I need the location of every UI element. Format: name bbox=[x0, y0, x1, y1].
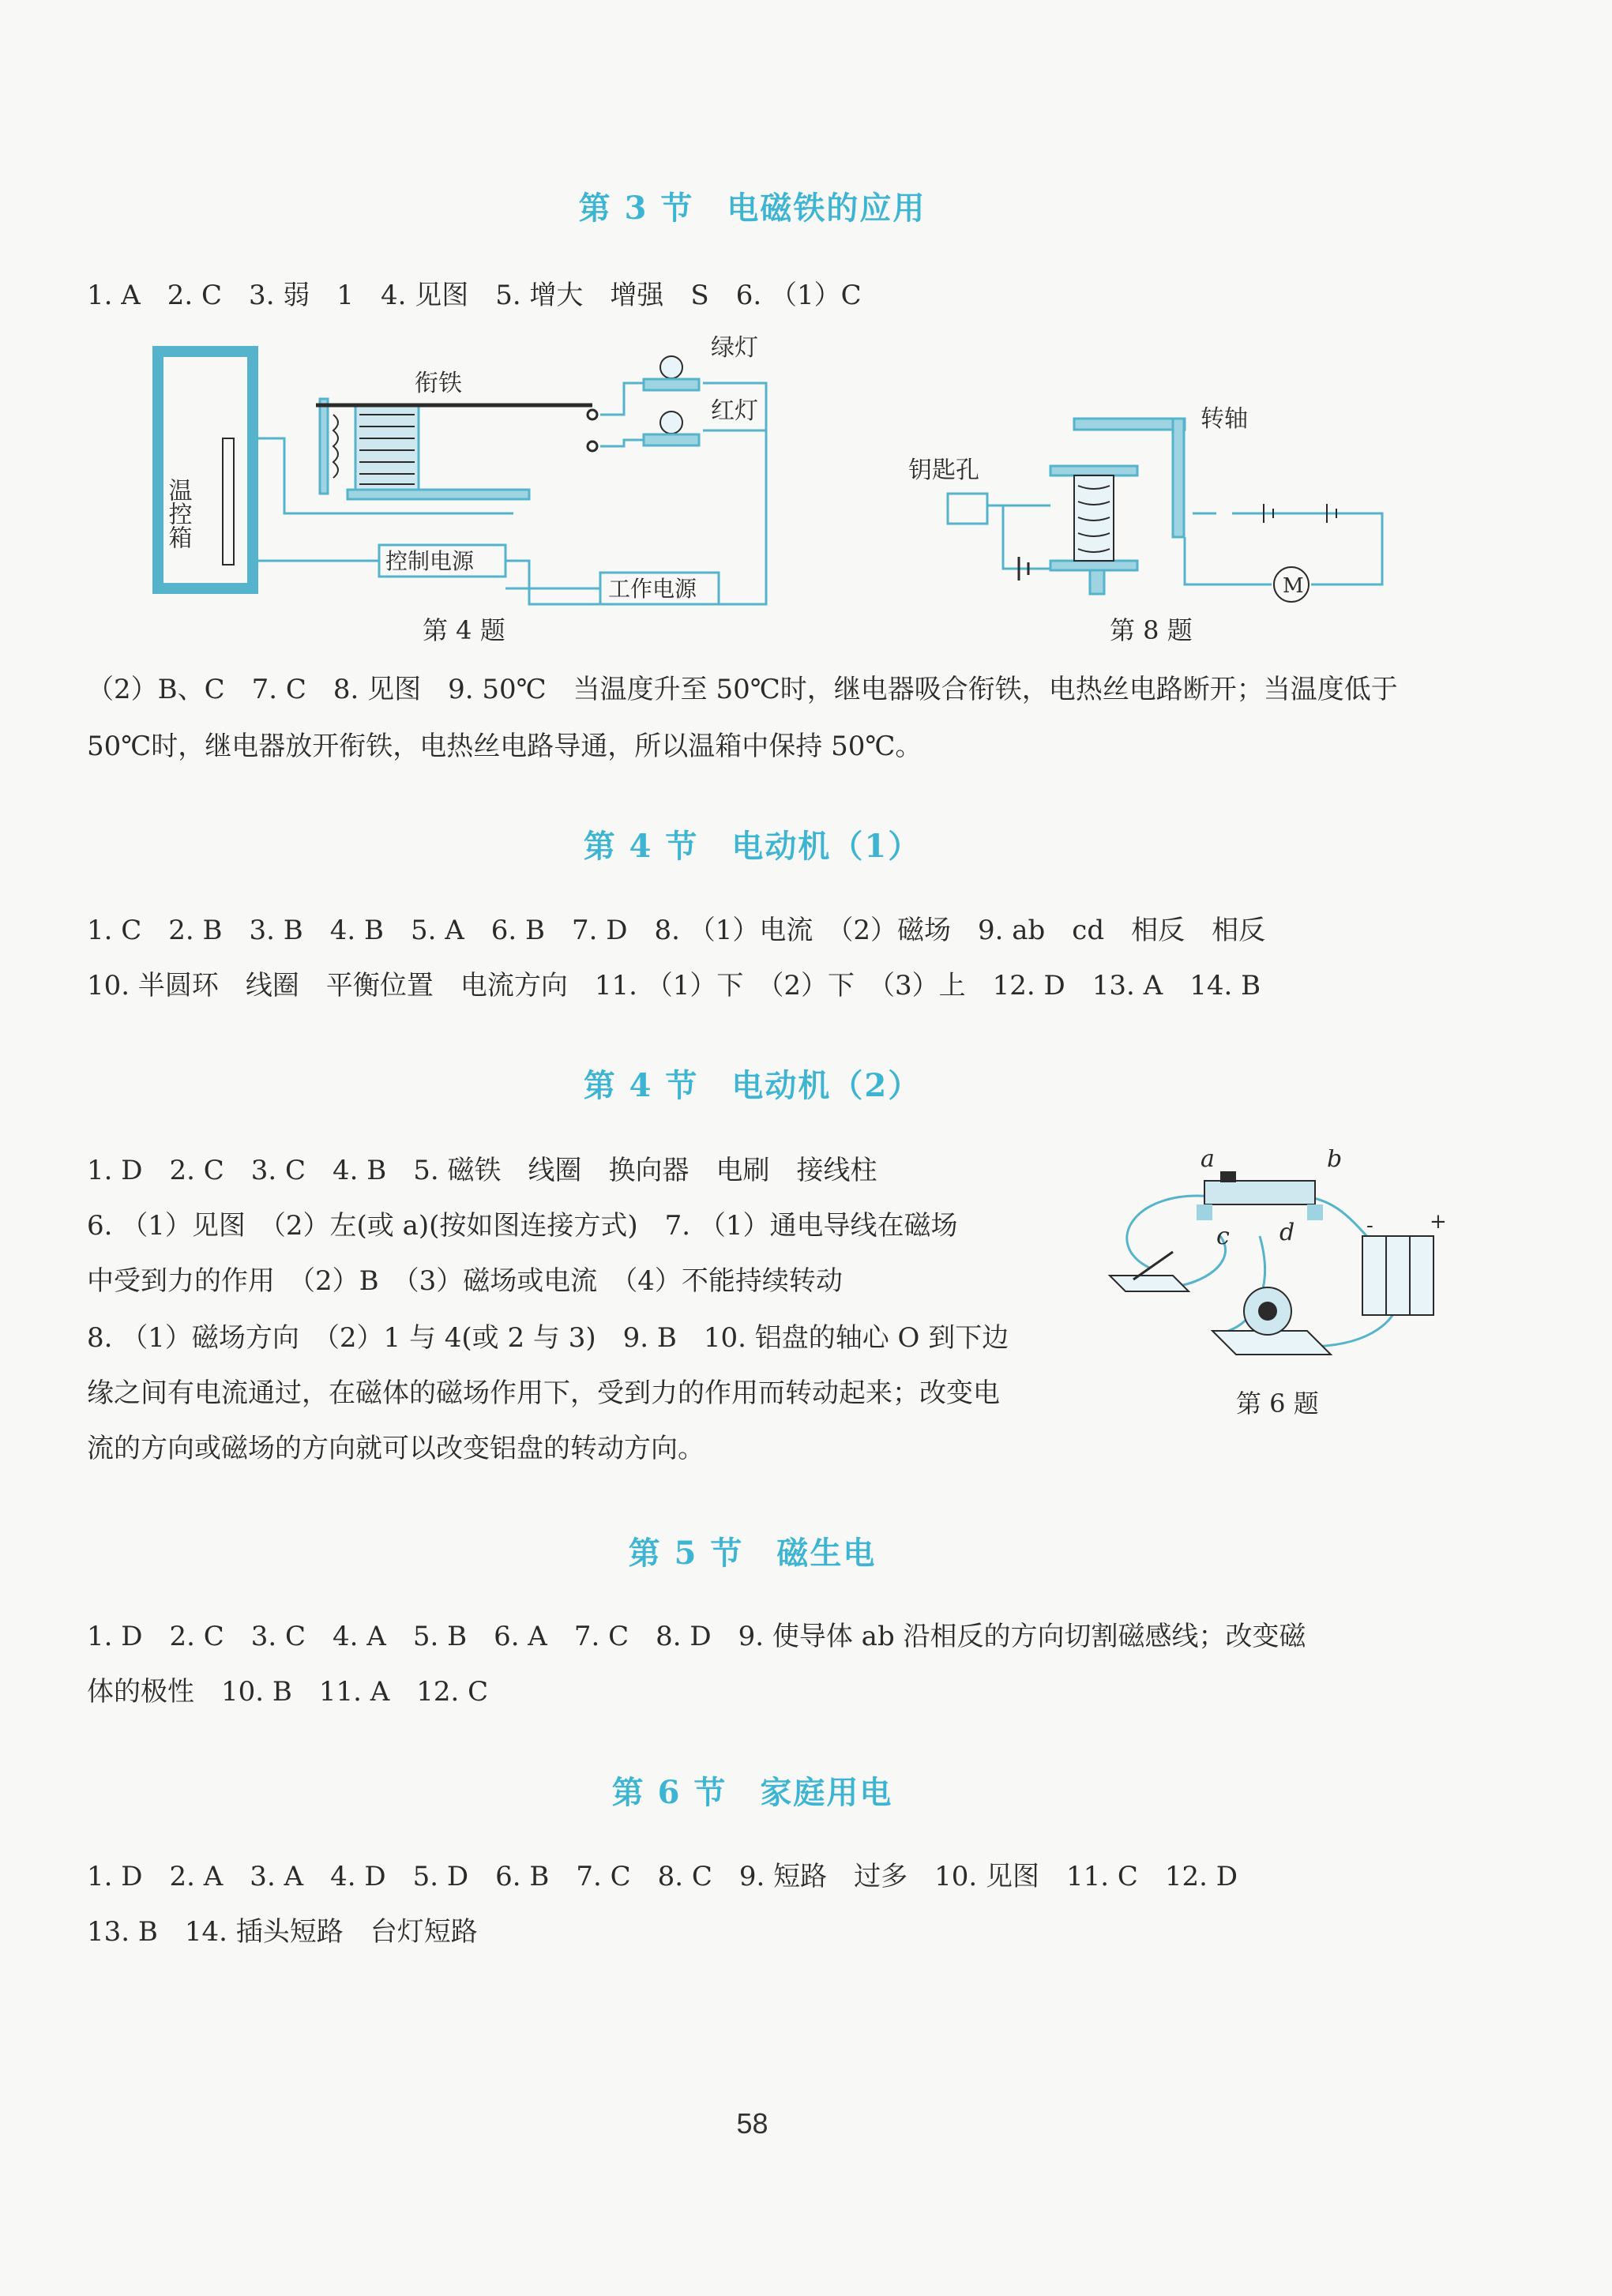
answer-line: 6. （1）见图 （2）左(或 a)(按如图连接方式) 7. （1）通电导线在磁场 bbox=[87, 1210, 958, 1242]
battery-icon bbox=[1362, 1236, 1434, 1315]
red-lamp-label: 红灯 bbox=[711, 397, 758, 425]
figure-6-caption: 第 6 题 bbox=[1236, 1388, 1319, 1419]
answer-line: 1. D 2. C 3. C 4. B 5. 磁铁 线圈 换向器 电刷 接线柱 bbox=[87, 1155, 877, 1186]
keyhole-label: 钥匙孔 bbox=[908, 457, 979, 484]
label-d: d bbox=[1279, 1219, 1295, 1246]
label-a: a bbox=[1201, 1149, 1215, 1173]
answer-line: 13. B 14. 插头短路 台灯短路 bbox=[87, 1916, 478, 1948]
figure-4-relay-circuit bbox=[150, 336, 806, 652]
answer-line: 1. D 2. C 3. C 4. A 5. B 6. A 7. C 8. D 9. 使导体 ab 沿相反的方向切割磁感线；改变磁 bbox=[87, 1621, 1306, 1652]
answer-line: 1. C 2. B 3. B 4. B 5. A 6. B 7. D 8. （1）电流 （2）磁场 9. ab cd 相反 相反 bbox=[87, 915, 1266, 946]
label-b: b bbox=[1327, 1149, 1343, 1173]
switch-icon bbox=[1110, 1252, 1189, 1291]
label-plus: + bbox=[1430, 1210, 1447, 1234]
green-lamp-icon bbox=[644, 356, 699, 390]
figure-6-motor-setup bbox=[1102, 1149, 1465, 1370]
answer-line: 流的方向或磁场的方向就可以改变铝盘的转动方向。 bbox=[87, 1433, 705, 1464]
red-lamp-icon bbox=[644, 411, 699, 445]
figure-4-caption: 第 4 题 bbox=[423, 615, 505, 645]
axis-label: 转轴 bbox=[1201, 405, 1248, 433]
work-power-label: 工作电源 bbox=[608, 576, 697, 602]
label-minus: - bbox=[1366, 1214, 1373, 1238]
section-title-3: 第 3 节 电磁铁的应用 bbox=[578, 190, 926, 227]
thermostat-label: 温控箱 bbox=[163, 478, 192, 549]
motor-label: M bbox=[1283, 574, 1304, 598]
answer-line: 8. （1）磁场方向 （2）1 与 4(或 2 与 3) 9. B 10. 铝盘的轴心 O 到下边 bbox=[87, 1322, 1009, 1354]
rheostat-icon bbox=[1197, 1171, 1323, 1220]
motor-model-icon bbox=[1212, 1287, 1331, 1355]
section-title-6: 第 6 节 家庭用电 bbox=[611, 1774, 893, 1811]
label-c: c bbox=[1216, 1223, 1230, 1250]
answer-line: （2）B、C 7. C 8. 见图 9. 50℃ 当温度升至 50℃时，继电器吸合衔铁，电热丝电路断开；当温度低于 bbox=[87, 674, 1398, 705]
answer-line: 10. 半圆环 线圈 平衡位置 电流方向 11. （1）下 （2）下 （3）上 12. D 13. A 14. B bbox=[87, 970, 1261, 1001]
control-power-label: 控制电源 bbox=[385, 548, 475, 574]
answer-line: 中受到力的作用 （2）B （3）磁场或电流 （4）不能持续转动 bbox=[87, 1265, 843, 1297]
section-title-4-2: 第 4 节 电动机（2） bbox=[583, 1067, 922, 1104]
answer-line: 50℃时，继电器放开衔铁，电热丝电路导通，所以温箱中保持 50℃。 bbox=[87, 731, 922, 762]
answer-line: 缘之间有电流通过，在磁体的磁场作用下，受到力的作用而转动起来；改变电 bbox=[87, 1377, 1000, 1409]
page-number: 58 bbox=[736, 2107, 768, 2140]
section-title-5: 第 5 节 磁生电 bbox=[628, 1535, 877, 1572]
figure-8-lock-circuit bbox=[900, 395, 1406, 616]
armature-label: 衔铁 bbox=[415, 370, 462, 397]
answer-line: 1. D 2. A 3. A 4. D 5. D 6. B 7. C 8. C 9. 短路 过多 10. 见图 11. C 12. D bbox=[87, 1861, 1238, 1892]
green-lamp-label: 绿灯 bbox=[711, 336, 758, 362]
answer-line: 体的极性 10. B 11. A 12. C bbox=[87, 1676, 489, 1708]
figure-8-caption: 第 8 题 bbox=[1110, 615, 1193, 645]
section-title-4-1: 第 4 节 电动机（1） bbox=[583, 828, 922, 865]
thermostat-box bbox=[158, 351, 253, 588]
answer-line: 1. A 2. C 3. 弱 1 4. 见图 5. 增大 增强 S 6. （1）C bbox=[87, 280, 862, 311]
